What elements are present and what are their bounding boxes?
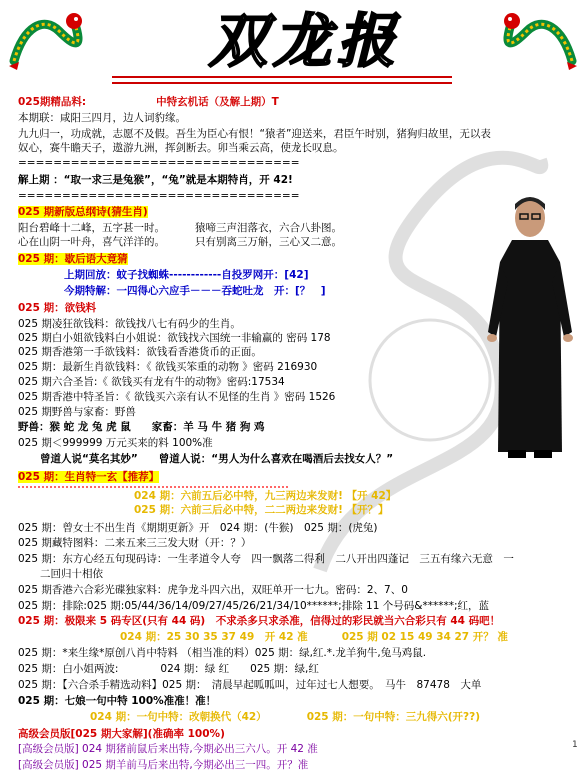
section-heading: 025 期：歇后语大竟猜 [18, 253, 128, 265]
dragon-right-image [492, 6, 582, 76]
text-line: 曾道人说“莫名其妙” 曾道人说：“男人为什么喜欢在喝酒后去找女人？” [40, 453, 394, 465]
text-line: 心在山阴一叶舟，喜气洋洋的。 只有别离三万斛，三心又二意。 [18, 236, 342, 248]
text-line: 025 期：排除:025 期:05/44/36/14/09/27/45/26/21/34/10******;排除 11 个号码&******;红，蓝 [18, 600, 489, 612]
text-line: 025 期：*来生缘*原创八肖中特料 （相当准的料）025 期：绿,红.*.龙羊狗牛,兔马鸡鼠. [18, 647, 427, 659]
text-line: 025 期六合圣旨:《 欲钱买有龙有牛的动物》密码:17534 [18, 376, 285, 388]
page-number: 1 [572, 740, 578, 750]
divider [18, 486, 288, 488]
text-line: 025 期：最新生肖欲钱料：《 欲钱买笨重的动物 》密码 216930 [18, 361, 318, 373]
title-underline [112, 82, 452, 84]
text-line: 二回归十相依 [40, 568, 103, 580]
text-line: 025 期＜999999 万元买来的料 100%准 [18, 437, 213, 449]
text-line: 025 期香港中特圣旨：《 欲钱买六亲有认不见怪的生肖 》密码 1526 [18, 391, 336, 403]
text-line: 025 期：六前三后必中特，二二两边来发财! 【开？】 [134, 504, 389, 516]
text-line: 025 期香港第一手欲钱料：欲钱看香港货币的正面。 [18, 346, 262, 358]
text-line: 上期回放：蚊子找蜘蛛------------自投罗网开：[42] [64, 269, 309, 281]
section-heading: 025 期：生肖特一玄【推荐】 [18, 471, 160, 483]
text-line: 025 期白小姐欲钱料白小姐说：欲钱找六国统一非输赢的 密码 178 [18, 332, 331, 344]
text-line: 024 期：25 30 35 37 49 开 42 准 025 期 02 15 49 34 27 开？ 准 [120, 631, 508, 643]
section-heading: 高级会员版[025 期大家解](准确率 100%) [18, 728, 225, 740]
text-line: 奴心，赛牛瞻天子，遨游九洲，挥剑断去。卯当乘云高，使龙长叹息。 [18, 142, 344, 154]
text-line: 025 期：极限来 5 码专区(只有 44 码) 不求杀多只求杀准，信得过的彩民就当六合彩只有 44 码吧！ [18, 615, 501, 627]
section-heading: 025期精品料: [18, 96, 87, 108]
newspaper-title: 双龙报 [208, 7, 401, 75]
text-line: 024 期：六前五后必中特，九三两边来发财! 【开 42】 [134, 490, 397, 502]
section-heading: 025 期新版总纲诗(猜生肖) [18, 206, 148, 218]
text-line: 025 期藏特图料：二来五来三三发大财（开：？） [18, 537, 252, 549]
text-line: 本期联：咸阳三四月，边人词豹缘。 [18, 112, 186, 124]
text-line: 解上期 ：“取一求三是兔猴”，“兔”就是本期特肖，开 42! [18, 174, 293, 186]
header-banner [0, 0, 588, 92]
text-line: 025 期：东方心经五句现码诗：一生孝道令人夸 四一飘落二得利 二八开出四蓬记 三五有缘六无意 一 [18, 553, 514, 565]
text-line: [高级会员版] 024 期猪前鼠后来出特,今期必出三六八。开 42 准 [18, 743, 318, 755]
section-heading: 中特玄机话（及解上期）T [156, 96, 279, 108]
dragon-left-image [4, 6, 94, 76]
text-line: 025 期香港六合彩光碟独家料：虎争龙斗四六出，双旺单开一七九。密码：2、7、0 [18, 584, 408, 596]
text-line [18, 95, 279, 109]
text-line: 024 期：一句中特：改朝换代（42） 025 期：一句中特：三九得六(开??) [90, 711, 481, 723]
separator-line: ================================ [18, 190, 300, 202]
text-line: 025 期凌狂欲钱料：欲钱找八七有码少的生肖。 [18, 318, 241, 330]
title-underline [112, 76, 452, 78]
separator-line: ================================ [18, 157, 300, 169]
text-line: 025 期：曾女士不出生肖《期期更新》开 024 期：(牛猴) 025 期：(虎兔) [18, 522, 378, 534]
text-line: 野兽：猴 蛇 龙 兔 虎 鼠 家畜：羊 马 牛 猪 狗 鸡 [18, 421, 265, 433]
text-line: 今期特解：一四得心六应手－－－吞蛇吐龙 开：[？ ] [64, 285, 326, 297]
text-line: [高级会员版] 025 期羊前马后来出特,今期必出三一四。开？准 [18, 759, 309, 771]
text-line: 025 期：【六合杀手精选动料】025 期： 清晨早起呱呱叫，过年过七人想要。 马牛 87478 大单 [18, 679, 482, 691]
text-line: 025 期：七娘一句中特 100%准准！准！ [18, 695, 217, 707]
text-line: 025 期：白小姐两波: 024 期：绿 红 025 期：绿,红 [18, 663, 319, 675]
section-heading: 025 期：欲钱料 [18, 302, 97, 314]
man-portrait-image [482, 192, 578, 462]
text-line: 025 期野兽与家畜：野兽 [18, 406, 136, 418]
text-line: 九九归一，功成就，志愿不及假。吾生为臣心有恨！“猿者”迎送来，君臣午时别，猪狗归故里，无以表 [18, 128, 491, 140]
text-line: 阳台碧峰十二峰，五字甚一时。 猿啼三声泪落衣，六合八卦图。 [18, 222, 342, 234]
